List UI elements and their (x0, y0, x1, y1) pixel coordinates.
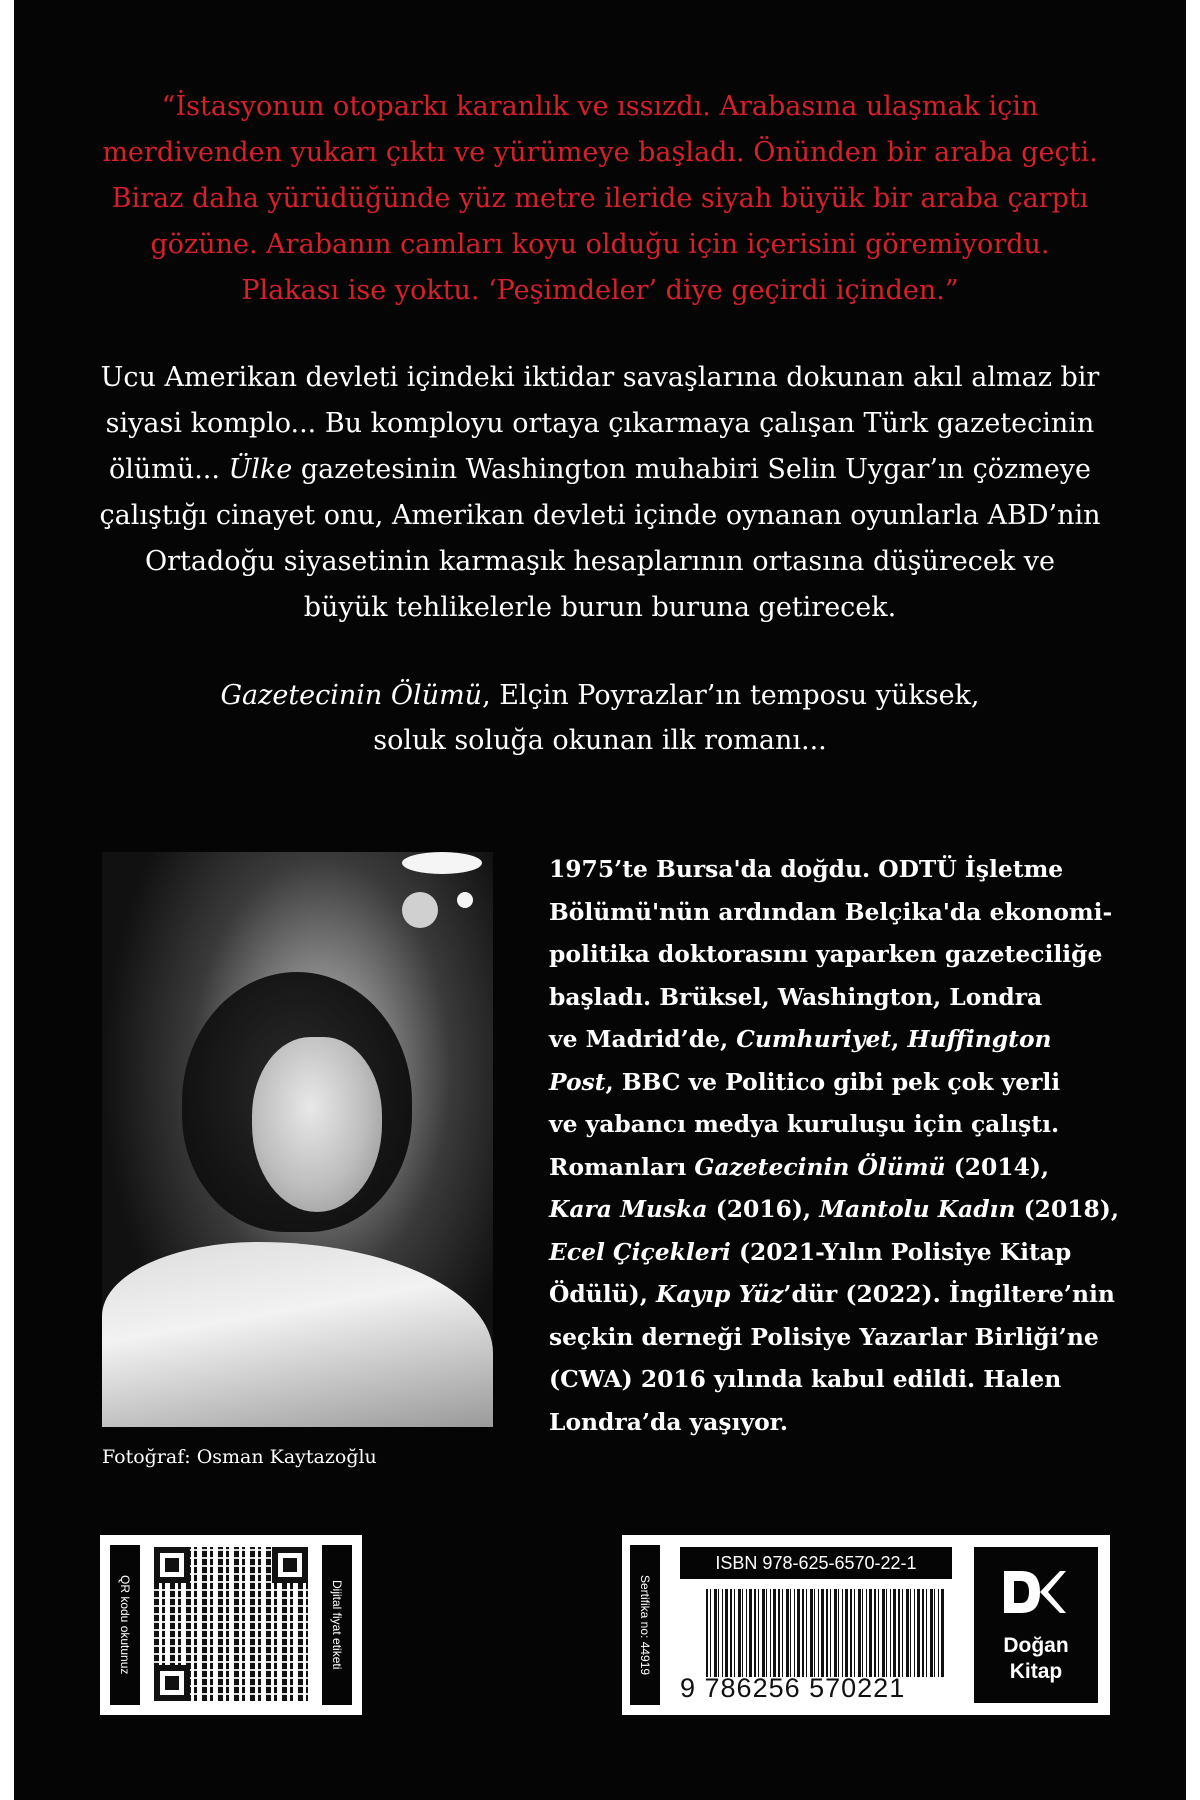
blurb-text: gazetesinin Washington muhabiri Selin Uygar’ın çözmeye (292, 454, 1092, 485)
blurb-line: büyük tehlikelerle burun buruna getirecek. (303, 592, 897, 623)
certificate-text: Sertifika no: 44919 (638, 1574, 652, 1676)
isbn-number: ISBN 978-625-6570-22-1 (680, 1547, 952, 1579)
bio-text: (2021-Yılın Polisiye Kitap (730, 1237, 1072, 1266)
book-blurb (84, 355, 1116, 631)
isbn-panel (622, 1535, 1110, 1715)
tagline-line (84, 673, 1116, 718)
bio-text: (2016), (707, 1195, 820, 1223)
bio-italic: Cumhuriyet (736, 1025, 892, 1053)
qr-instruction-text: QR kodu okutunuz (118, 1575, 132, 1675)
publisher-logo (974, 1547, 1098, 1703)
bio-line: politika doktorasını yaparken gazeteciliğe (549, 940, 1103, 968)
bio-text: , BBC ve Politico gibi pek çok yerli (605, 1067, 1061, 1096)
quote-line: Biraz daha yürüdüğünde yüz metre ileride siyah büyük bir araba çarptı (111, 183, 1089, 214)
bio-line: Bölümü'nün ardından Belçika'da ekonomi- (549, 897, 1113, 926)
bio-italic: Ecel Çiçekleri (549, 1237, 731, 1266)
bio-line: ve yabancı medya kuruluşu için çalıştı. (549, 1110, 1060, 1138)
quote-line: gözüne. Arabanın camları koyu olduğu için içerisini göremiyordu. (150, 229, 1050, 260)
bio-line (549, 1231, 1119, 1274)
bio-italic: Kayıp Yüz (655, 1280, 784, 1308)
book-title: Gazetecinin Ölümü (220, 680, 483, 711)
quote-line: Plakası ise yoktu. ‘Peşimdeler’ diye geçirdi içinden.” (241, 275, 959, 306)
tagline-line: soluk soluğa okunan ilk romanı... (373, 725, 827, 756)
blurb-text: ölümü... (108, 454, 229, 485)
digital-price-label (322, 1545, 352, 1705)
photo-credit: Fotoğraf: Osman Kaytazoğlu (102, 1446, 377, 1468)
certificate-label (630, 1545, 660, 1705)
qr-finder (272, 1547, 308, 1583)
qr-code[interactable] (154, 1547, 308, 1701)
bio-line (549, 1146, 1119, 1189)
book-tagline (84, 673, 1116, 763)
quote-line: merdivenden yukarı çıktı ve yürümeye başladı. Önünden bir araba geçti. (102, 137, 1098, 168)
bio-line (549, 1188, 1119, 1231)
bio-line (549, 1018, 1119, 1061)
bio-italic: Mantolu Kadın (819, 1195, 1016, 1223)
bio-text: (2018), (1015, 1195, 1119, 1223)
blurb-line: Ucu Amerikan devleti içindeki iktidar savaşlarına dokunan akıl almaz bir (100, 362, 1100, 393)
bio-text: Romanları (549, 1152, 695, 1181)
blurb-line: Ortadoğu siyasetinin karmaşık hesaplarının ortasına düşürecek ve (144, 546, 1056, 577)
quote-line: “İstasyonun otoparkı karanlık ve ıssızdı. Arabasına ulaşmak için (161, 91, 1039, 122)
qr-instruction-label (110, 1545, 140, 1705)
publisher-name-line: Kitap (1009, 1660, 1063, 1683)
bio-line: başladı. Brüksel, Washington, Londra (549, 982, 1043, 1011)
newspaper-title: Ülke (228, 454, 293, 485)
publisher-name-line: Doğan (1003, 1634, 1069, 1657)
back-cover (14, 0, 1186, 1800)
bio-italic: Kara Muska (549, 1195, 708, 1223)
tagline-text: , Elçin Poyrazlar’ın temposu yüksek, (482, 680, 980, 711)
blurb-line: çalıştığı cinayet onu, Amerikan devleti içinde oynanan oyunlarla ABD’nin (99, 500, 1101, 531)
bio-italic: Huffington (907, 1025, 1052, 1053)
qr-finder (154, 1547, 190, 1583)
bio-line: 1975’te Bursa'da doğdu. ODTÜ İşletme (549, 855, 1064, 883)
barcode (706, 1589, 946, 1677)
bio-italic: Gazetecinin Ölümü (694, 1152, 946, 1181)
blurb-line (84, 447, 1116, 493)
blurb-line: siyasi komplo... Bu komployu ortaya çıkarmaya çalışan Türk gazetecinin (105, 408, 1095, 439)
author-bio (549, 848, 1119, 1443)
publisher-name (974, 1633, 1098, 1685)
excerpt-quote (84, 84, 1116, 314)
dk-logo-icon (1000, 1567, 1066, 1617)
bio-italic: Post (549, 1067, 606, 1096)
bio-line: Londra’da yaşıyor. (549, 1407, 788, 1436)
bio-line (549, 1061, 1119, 1104)
bio-text: ’dür (2022). İngiltere’nin (783, 1280, 1115, 1308)
barcode-digits: 9 786256 570221 (680, 1673, 906, 1703)
bio-text: ve Madrid’de, (549, 1025, 737, 1053)
bio-line (549, 1273, 1119, 1316)
digital-price-tag (100, 1535, 362, 1715)
qr-finder (154, 1665, 190, 1701)
bio-line: seçkin derneği Polisiye Yazarlar Birliği’ne (549, 1322, 1099, 1351)
bio-text: Ödülü), (549, 1280, 656, 1308)
bio-text: (2014), (945, 1152, 1050, 1181)
bio-text: , (891, 1025, 908, 1053)
digital-price-text: Dijital fiyat etiketi (330, 1580, 344, 1670)
author-photo (102, 852, 493, 1427)
bio-line: (CWA) 2016 yılında kabul edildi. Halen (549, 1365, 1062, 1393)
